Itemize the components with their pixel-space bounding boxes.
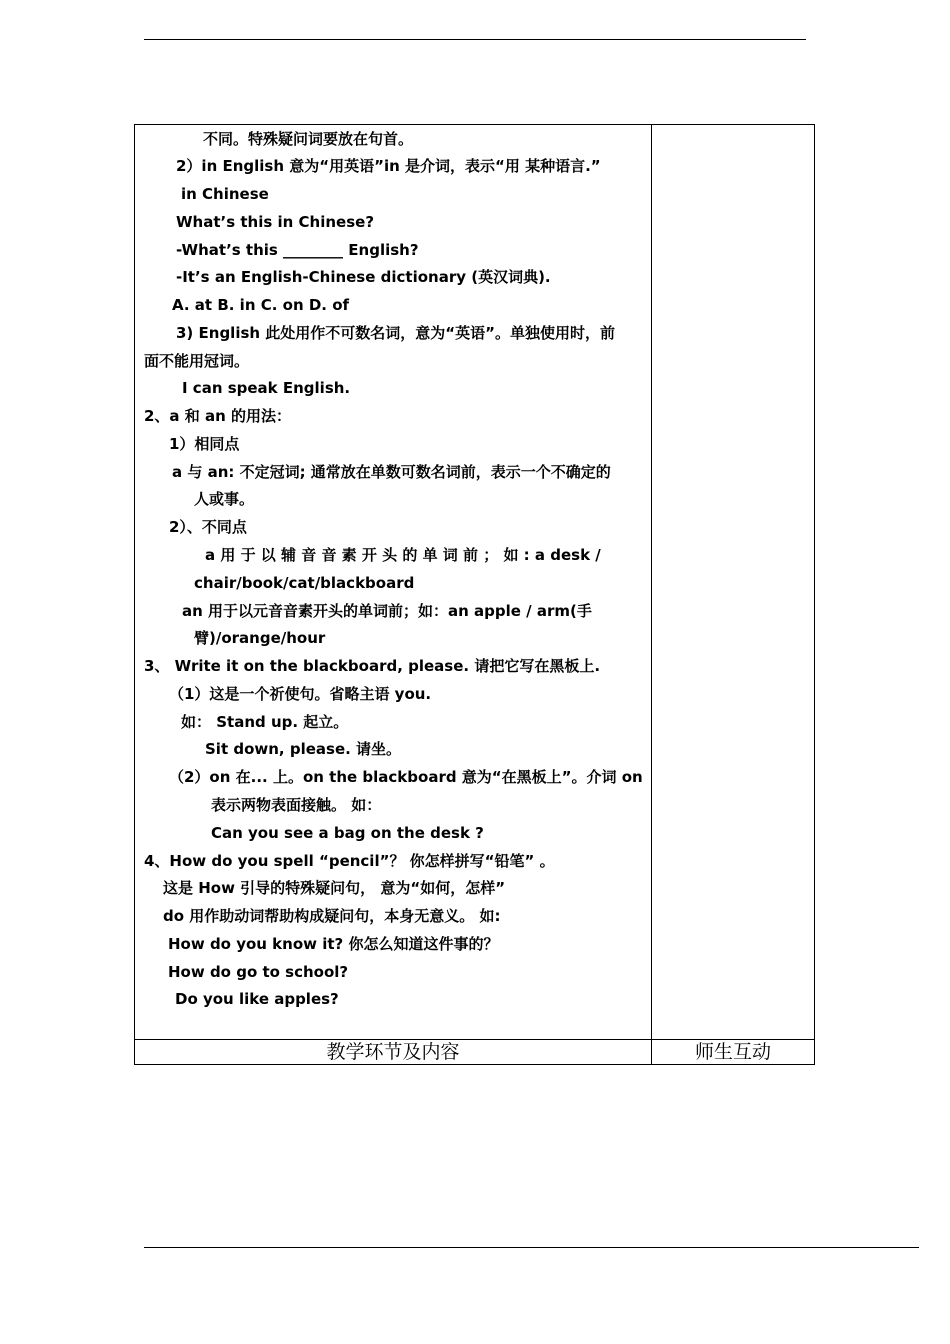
text-line: do 用作助动词帮助构成疑问句，本身无意义。 如:	[163, 907, 501, 925]
footer-label-content: 教学环节及内容	[326, 1041, 460, 1063]
text-line: 2）in English 意为“用英语”in 是介词，表示“用 某种语言.”	[176, 157, 601, 175]
text-line: Do you like apples?	[175, 990, 339, 1008]
lesson-table	[134, 124, 815, 1065]
text-line: 2）、不同点	[169, 518, 247, 536]
text-line: 不同。特殊疑问词要放在句首。	[203, 130, 414, 148]
text-line: Sit down, please. 请坐。	[205, 740, 402, 758]
text-line: 如： Stand up. 起立。	[181, 713, 349, 731]
text-line: chair/book/cat/blackboard	[194, 574, 415, 592]
text-line: 4、How do you spell “pencil”？ 你怎样拼写“铅笔” 。	[144, 852, 555, 870]
text-line: 1）相同点	[169, 435, 240, 453]
text-line: 面不能用冠词。	[144, 352, 250, 370]
text-line: -It’s an English-Chinese dictionary (英汉词典).	[176, 268, 551, 286]
text-line: （2）on 在... 上。on the blackboard 意为“在黑板上”。介词 on	[169, 768, 643, 786]
text-line: an 用于以元音音素开头的单词前；如：an apple / arm(手	[182, 602, 592, 620]
text-line: （1）这是一个祈使句。省略主语 you.	[169, 685, 432, 703]
footer-label-interaction: 师生互动	[694, 1041, 771, 1063]
text-line: 表示两物表面接触。 如：	[211, 796, 382, 814]
text-line: -What’s this ________ English?	[176, 241, 419, 259]
text-line: 这是 How 引导的特殊疑问句， 意为“如何，怎样”	[163, 879, 506, 897]
text-line: How do you know it? 你怎么知道这件事的？	[168, 935, 499, 953]
text-line: A. at B. in C. on D. of	[172, 296, 350, 314]
text-line: 臂)/orange/hour	[194, 629, 326, 647]
text-line: What’s this in Chinese?	[176, 213, 375, 231]
text-line: 3、 Write it on the blackboard, please. 请把它写在黑板上.	[144, 657, 601, 675]
footer-rule	[144, 1247, 919, 1248]
text-line: a 与 an: 不定冠词; 通常放在单数可数名词前，表示一个不确定的	[172, 463, 611, 481]
text-line: in Chinese	[181, 185, 269, 203]
text-line: Can you see a bag on the desk ?	[211, 824, 484, 842]
content-cell	[135, 125, 651, 1039]
text-line: How do go to school?	[168, 963, 349, 981]
text-line: I can speak English.	[182, 379, 351, 397]
text-line: 2、a 和 an 的用法：	[144, 407, 292, 425]
column-divider	[651, 125, 652, 1064]
text-line: a 用 于 以 辅 音 音 素 开 头 的 单 词 前 ； 如 : a desk /	[205, 546, 601, 564]
header-rule	[144, 39, 806, 40]
text-line: 3) English 此处用作不可数名词，意为“英语”。单独使用时，前	[176, 324, 616, 342]
text-line: 人或事。	[194, 490, 255, 508]
